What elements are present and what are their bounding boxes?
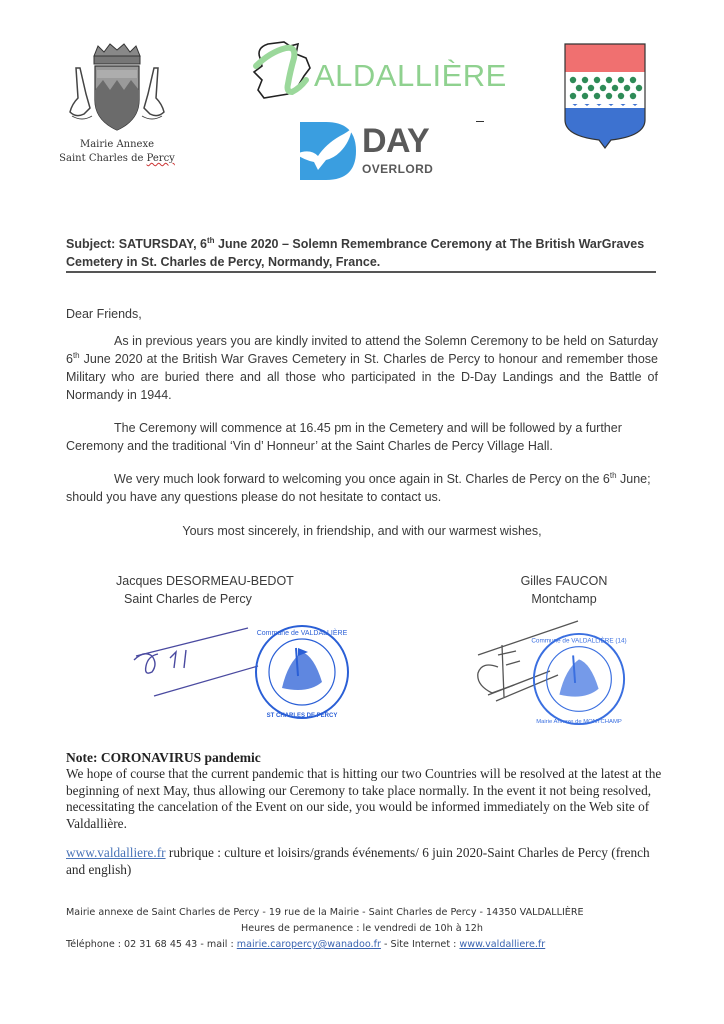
footer-contact [66, 937, 658, 953]
subject-prefix: Subject: SATURSDAY, 6 [66, 237, 208, 251]
para3-a: We very much look forward to welcoming you once again in St. Charles de Percy on the 6 [114, 472, 610, 486]
coat-of-arms-icon [62, 38, 172, 138]
mairie-caption-line1: Mairie Annexe [79, 139, 155, 150]
caption-prefix: Saint Charles de [59, 153, 147, 164]
paragraph-welcome [66, 470, 658, 506]
para2-text: The Ceremony will commence at 16.45 pm in the Cemetery and will be followed by a further Ceremony and the traditional ‘Vin d’ Honneur’ at the Saint Charles de Percy Village Hall. [66, 421, 622, 453]
subject-line [66, 235, 656, 271]
valdalliere-logo [250, 36, 507, 108]
footer-hours: Heures de permanence : le vendredi de 10h à 12h [241, 923, 483, 934]
website-reference [66, 845, 666, 878]
valdalliere-wordmark: ALDALLIÈRE [314, 58, 507, 93]
stamp-right-top-text: Commune de VALDALLIÈRE (14) [531, 637, 627, 645]
footer-address: Mairie annexe de Saint Charles de Percy - 19 rue de la Mairie - Saint Charles de Percy - 14350 VALDALLIÈRE [66, 907, 584, 918]
signature-left-icon [130, 620, 260, 700]
website-reference-text: rubrique : culture et loisirs/grands événements/ 6 juin 2020-Saint Charles de Percy (french and english) [66, 845, 650, 877]
caption-percy: Percy [146, 153, 175, 164]
para1-sup: th [72, 350, 80, 360]
stamp-left-bottom-text: ST CHARLES DE PERCY [266, 713, 338, 719]
dday-overlord-logo [296, 118, 436, 184]
signatory-right-name: Gilles FAUCON [520, 574, 608, 588]
footer-email-link[interactable]: mairie.caropercy@wanadoo.fr [236, 939, 381, 950]
dove-d-icon [296, 118, 360, 184]
signatory-right-town: Montchamp [531, 592, 597, 606]
note-title: Note: CORONAVIRUS pandemic [66, 750, 261, 765]
paragraph-schedule [66, 419, 658, 455]
stamp-right-icon [530, 630, 628, 728]
para1-a: As in previous years you are kindly invited to attend the Solemn Ceremony to be held on Saturday 6 [66, 334, 658, 366]
para3-b: June; should you have any questions please do not hesitate to contact us. [66, 472, 651, 504]
footer-phone: Téléphone : 02 31 68 45 43 - mail : [66, 939, 237, 950]
signatory-left-town: Saint Charles de Percy [124, 592, 252, 606]
footer-site-label: - Site Internet : [380, 939, 460, 950]
subject-rest: June 2020 – Solemn Remembrance Ceremony at The British WarGraves Cemetery in St. Charles de Percy, Normandy, France. [66, 237, 645, 269]
valdalliere-website-link[interactable]: www.valdalliere.fr [66, 845, 166, 860]
para1-b: June 2020 at the British War Graves Cemetery in St. Charles de Percy to honour and remember those Military who are buried there and all those who participated in the D-Day Landings and the Battle of Normandy in 1944. [66, 352, 658, 402]
greeting: Dear Friends, [66, 307, 142, 321]
para3-sup: th [609, 470, 617, 480]
mairie-caption [52, 138, 182, 166]
closing-line: Yours most sincerely, in friendship, and with our warmest wishes, [182, 524, 542, 538]
dday-wordmark: DAY [362, 122, 430, 160]
paragraph-invitation [66, 332, 658, 404]
subject-sup: th [207, 235, 215, 245]
valdalliere-shield-icon [563, 42, 647, 150]
footer [66, 905, 658, 953]
footer-site-link[interactable]: www.valdalliere.fr [459, 939, 546, 950]
stamp-left-top-text: Commune de VALDALLIÈRE [256, 630, 348, 637]
overlord-wordmark: OVERLORD [362, 162, 434, 176]
stray-dash [476, 121, 484, 122]
signatory-left-name: Jacques DESORMEAU-BEDOT [116, 574, 294, 588]
mairie-caption-line2 [52, 152, 182, 166]
note-body: We hope of course that the current pandemic that is hitting our two Countries will be resolved at the latest at the beginning of next May, thus allowing our Ceremony to take place normally. In the event it not being resolved, necessitating the cancelation of the Event on our side, you would be informed immediately on the Web site of Valdallière. [66, 766, 662, 831]
stamp-left-icon [252, 622, 352, 722]
stamp-right-bottom-text: Mairie Annexe de MONTCHAMP [536, 719, 622, 726]
subject-divider [66, 271, 656, 273]
